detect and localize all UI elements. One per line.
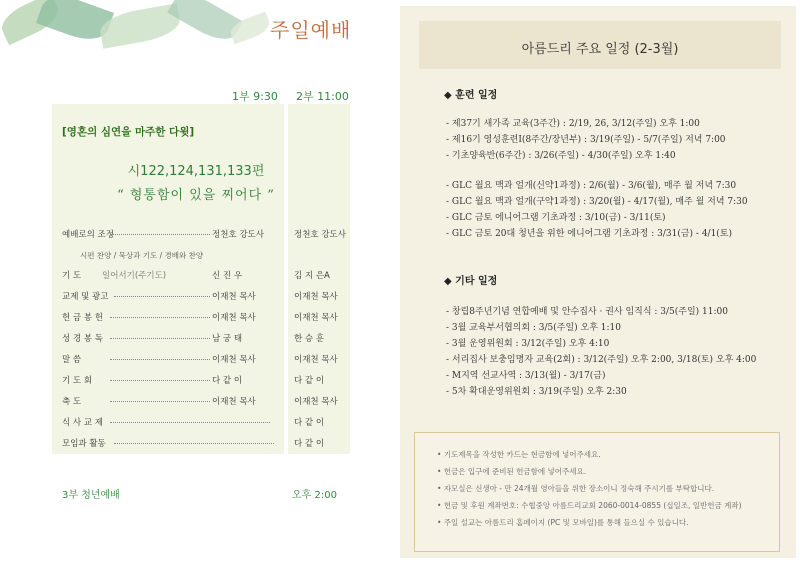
training-item: - GLC 금토 에니어그램 기초과정 : 3/10(금) - 3/11(토) bbox=[446, 213, 666, 223]
order-label: 말 씀 bbox=[62, 355, 82, 365]
etc-item: - 3월 교육부서협의회 : 3/5(주일) 오후 1:10 bbox=[446, 323, 622, 333]
dot-leader bbox=[114, 296, 210, 297]
sermon-series: [영혼의 심연을 마주한 다윗] bbox=[62, 126, 195, 138]
order-second-service: 다 같 이 bbox=[294, 376, 325, 386]
order-first-service: 신 진 우 bbox=[212, 271, 243, 281]
notice-text: 주일 설교는 아름드리 홈페이지 (PC 및 모바일)를 통해 들으실 수 있습니다. bbox=[443, 518, 689, 527]
notice-item: • 자모실은 신생아 - 만 24개월 영아들을 위한 장소이니 정숙해 주시기를 부탁합니다. bbox=[437, 484, 715, 493]
order-row bbox=[62, 374, 352, 388]
order-row bbox=[62, 332, 352, 346]
order-second-service: 이재천 목사 bbox=[294, 292, 338, 302]
order-label: 식 사 교 제 bbox=[62, 418, 103, 428]
training-item: - GLC 금토 20대 청년을 위한 에니어그램 기초과정 : 3/31(금) - 4/1(토) bbox=[446, 229, 733, 239]
schedule-title: 아름드리 주요 일정 (2-3월) bbox=[521, 42, 679, 57]
order-row bbox=[62, 228, 352, 242]
order-label: 모임과 활동 bbox=[62, 439, 106, 449]
training-section-title: ◆ 훈련 일정 bbox=[444, 90, 498, 101]
dot-leader bbox=[110, 317, 210, 318]
dot-leader bbox=[110, 359, 210, 360]
etc-item: - 창립8주년기념 연합예배 및 안수집사 · 권사 임직식 : 3/5(주일) 11:00 bbox=[446, 307, 728, 317]
dot-leader bbox=[110, 422, 270, 423]
training-item: - 제16기 영성훈련Ⅰ(8주간/장년부) : 3/19(주일) - 5/7(주일) 저녁 7:00 bbox=[446, 135, 726, 145]
order-second-service: 이재천 목사 bbox=[294, 313, 338, 323]
order-row bbox=[62, 290, 352, 304]
order-row bbox=[62, 269, 352, 283]
order-label: 성 경 봉 독 bbox=[62, 334, 103, 344]
dot-leader bbox=[110, 380, 210, 381]
notice-box bbox=[414, 432, 780, 552]
notice-text: 자모실은 신생아 - 만 24개월 영아들을 위한 장소이니 정숙해 주시기를 부탁합니다. bbox=[443, 484, 715, 493]
order-row bbox=[62, 395, 352, 409]
dot-leader bbox=[110, 338, 210, 339]
order-first-service: 다 같 이 bbox=[212, 376, 243, 386]
notice-text: 헌금 및 후원 계좌번호: 수협중앙 아름드리교회 2060-0014-0855 (십일조, 일반헌금 계좌) bbox=[443, 501, 742, 510]
notice-item: • 헌금 및 후원 계좌번호: 수협중앙 아름드리교회 2060-0014-0855 (십일조, 일반헌금 계좌) bbox=[437, 501, 742, 510]
order-second-service: 한 승 훈 bbox=[294, 334, 325, 344]
order-note: 일어서기(주기도) bbox=[102, 271, 167, 281]
order-second-service: 정천호 강도사 bbox=[294, 230, 346, 240]
service-3-label: 3부 청년예배 bbox=[62, 490, 120, 501]
scripture-reference: 시122,124,131,133편 bbox=[127, 164, 265, 179]
sermon-title: “ 형통함이 있을 찌어다 ” bbox=[117, 188, 275, 203]
order-first-service: 이재천 목사 bbox=[212, 397, 256, 407]
service-1-time: 1부 9:30 bbox=[232, 90, 278, 103]
etc-item: - 5차 확대운영위원회 : 3/19(주일) 오후 2:30 bbox=[446, 387, 627, 397]
dot-leader bbox=[114, 443, 274, 444]
order-second-service: 다 같 이 bbox=[294, 418, 325, 428]
order-first-service: 이재천 목사 bbox=[212, 355, 256, 365]
order-row bbox=[62, 437, 352, 451]
order-row bbox=[62, 311, 352, 325]
etc-section-title: ◆ 기타 일정 bbox=[444, 276, 498, 287]
notice-item: • 주일 설교는 아름드리 홈페이지 (PC 및 모바일)를 통해 들으실 수 있습니다. bbox=[437, 518, 689, 527]
order-first-service: 정천호 강도사 bbox=[212, 230, 264, 240]
order-first-service: 이재천 목사 bbox=[212, 292, 256, 302]
notice-item: • 헌금은 입구에 준비된 헌금함에 넣어주세요. bbox=[437, 467, 587, 476]
order-second-service: 다 같 이 bbox=[294, 439, 325, 449]
schedule-header bbox=[419, 21, 781, 69]
training-title-text: 훈련 일정 bbox=[455, 90, 498, 101]
notice-text: 헌금은 입구에 준비된 헌금함에 넣어주세요. bbox=[443, 467, 587, 476]
service-3-time: 오후 2:00 bbox=[292, 490, 337, 501]
etc-item: - 서리집사 보충임명자 교육(2회) : 3/12(주일) 오후 2:00, 3/18(토) 오후 4:00 bbox=[446, 355, 757, 365]
page-title: 주일예배 bbox=[270, 18, 352, 42]
notice-text: 기도제목을 작성한 카드는 현금함에 넣어주세요. bbox=[443, 450, 601, 459]
order-label: 헌 금 봉 헌 bbox=[62, 313, 103, 323]
order-label: 기 도 bbox=[62, 271, 82, 281]
training-item: - 기초양육반(6주간) : 3/26(주일) - 4/30(주일) 오후 1:40 bbox=[446, 151, 676, 161]
dot-leader bbox=[110, 401, 210, 402]
service-2-time: 2부 11:00 bbox=[296, 90, 349, 103]
order-second-service: 이재천 목사 bbox=[294, 397, 338, 407]
order-label: 예배로의 조정 bbox=[62, 230, 114, 240]
training-item: - 제37기 새가족 교육(3주간) : 2/19, 26, 3/12(주일) 오후 1:00 bbox=[446, 119, 700, 129]
right-page bbox=[400, 6, 796, 558]
etc-item: - 3월 운영위원회 : 3/12(주일) 오후 4:10 bbox=[446, 339, 610, 349]
order-row bbox=[62, 416, 352, 430]
order-row bbox=[62, 353, 352, 367]
left-page bbox=[0, 0, 392, 567]
order-second-service: 이재천 목사 bbox=[294, 355, 338, 365]
order-label: 기 도 회 bbox=[62, 376, 93, 386]
order-first-service: 이재천 목사 bbox=[212, 313, 256, 323]
etc-title-text: 기타 일정 bbox=[455, 276, 498, 287]
training-item: - GLC 월요 맥과 얼개(구약1과정) : 3/20(월) - 4/17(월), 매주 월 저녁 7:30 bbox=[446, 197, 748, 207]
training-item: - GLC 월요 맥과 얼개(신약1과정) : 2/6(월) - 3/6(월), 매주 월 저녁 7:30 bbox=[446, 181, 737, 191]
notice-item: • 기도제목을 작성한 카드는 현금함에 넣어주세요. bbox=[437, 450, 601, 459]
order-label: 교제 및 광고 bbox=[62, 292, 109, 302]
order-label: 축 도 bbox=[62, 397, 82, 407]
etc-item: - M지역 선교사역 : 3/13(월) - 3/17(금) bbox=[446, 371, 606, 381]
order-second-service: 김 지 은A bbox=[294, 271, 330, 281]
order-first-service: 남 궁 태 bbox=[212, 334, 243, 344]
order-subnote: 시편 찬양 / 묵상과 기도 / 경배와 찬양 bbox=[80, 251, 204, 260]
dot-leader bbox=[110, 234, 210, 235]
